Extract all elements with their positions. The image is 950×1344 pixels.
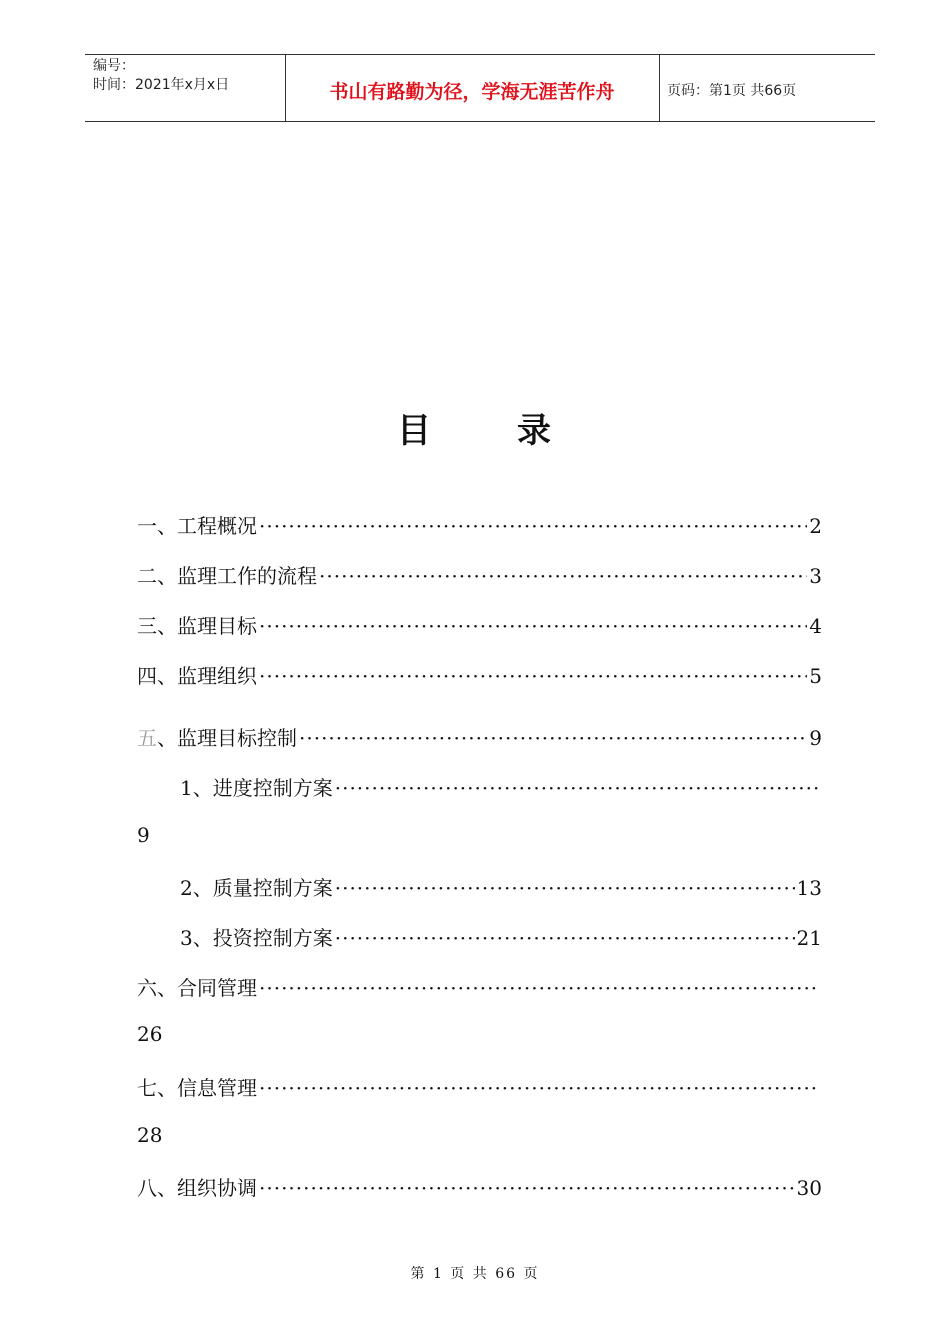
toc-label: 投资控制方案	[212, 926, 333, 950]
toc-prefix: 2	[180, 876, 193, 900]
toc-entry[interactable]	[180, 922, 822, 950]
toc-leader	[259, 514, 807, 538]
toc-sep: 、	[157, 1176, 177, 1200]
toc-leader	[259, 1076, 820, 1100]
toc-prefix: 八	[137, 1176, 157, 1200]
toc-page: 21	[796, 926, 822, 950]
toc-prefix: 3	[180, 926, 193, 950]
toc-entry[interactable]	[137, 660, 822, 688]
page-title	[0, 403, 950, 452]
toc-sep: 、	[157, 664, 177, 688]
toc-entry[interactable]	[180, 872, 822, 900]
toc-page: 26	[137, 1022, 163, 1046]
toc-sep: 、	[157, 1076, 177, 1100]
title-char: 录	[517, 411, 553, 451]
toc-page: 28	[137, 1123, 163, 1147]
toc-label: 监理组织	[177, 664, 257, 688]
toc-label: 信息管理	[177, 1076, 257, 1100]
header-motto: 书山有路勤为径，学海无涯苦作舟	[329, 81, 615, 103]
toc-page: 3	[809, 564, 822, 588]
toc-sep: 、	[157, 976, 177, 1000]
toc-sep: 、	[192, 926, 213, 950]
toc-sep: 、	[157, 614, 177, 638]
toc-sep: 、	[192, 776, 213, 800]
toc-leader	[335, 776, 820, 800]
toc-label: 监理目标控制	[177, 726, 297, 750]
header-divider	[659, 55, 660, 121]
header-page-info: 页码：第1页 共66页	[667, 83, 797, 99]
toc-page: 2	[809, 514, 822, 538]
toc-label: 质量控制方案	[212, 876, 333, 900]
serial-label: 编号：	[93, 58, 135, 74]
toc-label: 工程概况	[177, 514, 257, 538]
title-char: 目	[397, 411, 433, 451]
toc-entry[interactable]	[137, 610, 822, 638]
toc-prefix: 1	[180, 776, 193, 800]
toc-leader	[319, 564, 807, 588]
toc-leader	[259, 614, 807, 638]
toc-label: 进度控制方案	[212, 776, 333, 800]
toc-leader	[335, 926, 795, 950]
toc-page: 9	[137, 823, 150, 847]
toc-page: 9	[809, 726, 822, 750]
toc-leader	[259, 1176, 795, 1200]
toc-prefix: 六	[137, 976, 157, 1000]
toc-label: 监理工作的流程	[177, 564, 317, 588]
time-label: 时间：2021年x月x日	[93, 77, 230, 93]
toc-sep: 、	[192, 876, 213, 900]
toc-prefix: 七	[137, 1076, 157, 1100]
toc-sep: 、	[157, 514, 177, 538]
toc-prefix: 一	[137, 514, 157, 538]
toc-page: 5	[809, 664, 822, 688]
toc-entry[interactable]	[137, 1072, 822, 1100]
toc-sep: 、	[157, 726, 177, 750]
page-footer: 第 1 页 共 66 页	[410, 1266, 540, 1282]
toc-page: 30	[796, 1176, 822, 1200]
toc-label: 组织协调	[177, 1176, 257, 1200]
toc-entry[interactable]	[137, 560, 822, 588]
toc-entry[interactable]	[137, 1172, 822, 1200]
toc-leader	[259, 976, 820, 1000]
toc-page: 13	[796, 876, 822, 900]
toc-leader	[335, 876, 795, 900]
toc-prefix: 三	[137, 614, 157, 638]
toc-label: 监理目标	[177, 614, 257, 638]
toc-leader	[299, 726, 807, 750]
toc-label: 合同管理	[177, 976, 257, 1000]
toc-entry[interactable]	[180, 772, 822, 800]
toc-entry[interactable]	[137, 510, 822, 538]
toc-leader	[259, 664, 807, 688]
toc-prefix: 五	[137, 726, 157, 750]
toc-prefix: 二	[137, 564, 157, 588]
toc-sep: 、	[157, 564, 177, 588]
toc-entry[interactable]	[137, 722, 822, 750]
toc-entry[interactable]	[137, 972, 822, 1000]
header-meta	[93, 57, 229, 95]
toc-prefix: 四	[137, 664, 157, 688]
toc-page: 4	[809, 614, 822, 638]
page-header	[85, 54, 875, 122]
